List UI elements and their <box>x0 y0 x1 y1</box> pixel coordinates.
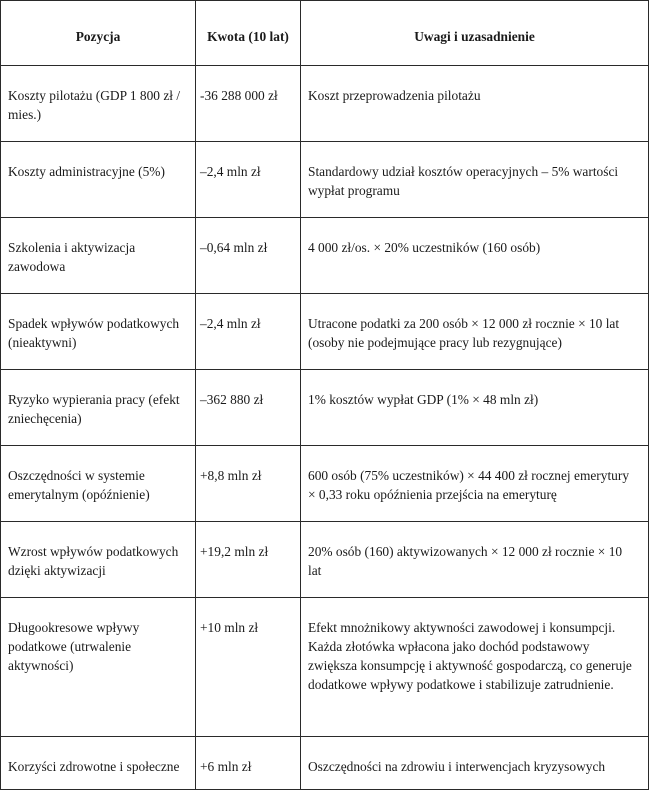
row-position: Korzyści zdrowotne i społeczne <box>1 737 196 790</box>
row-position: Ryzyko wypierania pracy (efekt zniechęcenia) <box>1 370 196 446</box>
row-amount: –2,4 mln zł <box>196 294 301 370</box>
header-position: Pozycja <box>1 1 196 66</box>
row-amount: +8,8 mln zł <box>196 446 301 522</box>
row-position: Koszty pilotażu (GDP 1 800 zł / mies.) <box>1 66 196 142</box>
row-position: Szkolenia i aktywizacja zawodowa <box>1 218 196 294</box>
table-header-row <box>1 1 649 66</box>
row-position: Wzrost wpływów podatkowych dzięki aktywizacji <box>1 522 196 598</box>
table-row <box>1 370 649 446</box>
header-amount: Kwota (10 lat) <box>196 1 301 66</box>
table-row <box>1 66 649 142</box>
row-notes: Standardowy udział kosztów operacyjnych – 5% wartości wypłat programu <box>301 142 649 218</box>
table-row <box>1 446 649 522</box>
row-notes: Efekt mnożnikowy aktywności zawodowej i konsumpcji. Każda złotówka wpłacona jako dochód podstawowy zwiększa konsumpcję i aktywność gospodarczą, co generuje dodatkowe wpływy podatkowe i stabilizuje zatrudnienie. <box>301 598 649 737</box>
row-notes: 600 osób (75% uczestników) × 44 400 zł rocznej emerytury × 0,33 roku opóźnienia przejścia na emeryturę <box>301 446 649 522</box>
row-amount: +6 mln zł <box>196 737 301 790</box>
row-position: Długookresowe wpływy podatkowe (utrwalenie aktywności) <box>1 598 196 737</box>
table-row <box>1 294 649 370</box>
row-position: Oszczędności w systemie emerytalnym (opóźnienie) <box>1 446 196 522</box>
row-position: Koszty administracyjne (5%) <box>1 142 196 218</box>
table-row <box>1 598 649 737</box>
table-row <box>1 218 649 294</box>
table-row <box>1 522 649 598</box>
row-notes: 4 000 zł/os. × 20% uczestników (160 osób) <box>301 218 649 294</box>
row-amount: –2,4 mln zł <box>196 142 301 218</box>
row-amount: +19,2 mln zł <box>196 522 301 598</box>
row-amount: +10 mln zł <box>196 598 301 737</box>
row-notes: Oszczędności na zdrowiu i interwencjach kryzysowych <box>301 737 649 790</box>
row-position: Spadek wpływów podatkowych (nieaktywni) <box>1 294 196 370</box>
table-row <box>1 142 649 218</box>
row-notes: Koszt przeprowadzenia pilotażu <box>301 66 649 142</box>
row-amount: -36 288 000 zł <box>196 66 301 142</box>
row-notes: 1% kosztów wypłat GDP (1% × 48 mln zł) <box>301 370 649 446</box>
row-amount: –362 880 zł <box>196 370 301 446</box>
row-amount: –0,64 mln zł <box>196 218 301 294</box>
row-notes: 20% osób (160) aktywizowanych × 12 000 zł rocznie × 10 lat <box>301 522 649 598</box>
table-row <box>1 737 649 790</box>
header-notes: Uwagi i uzasadnienie <box>301 1 649 66</box>
row-notes: Utracone podatki za 200 osób × 12 000 zł rocznie × 10 lat (osoby nie podejmujące pracy lub rezygnujące) <box>301 294 649 370</box>
